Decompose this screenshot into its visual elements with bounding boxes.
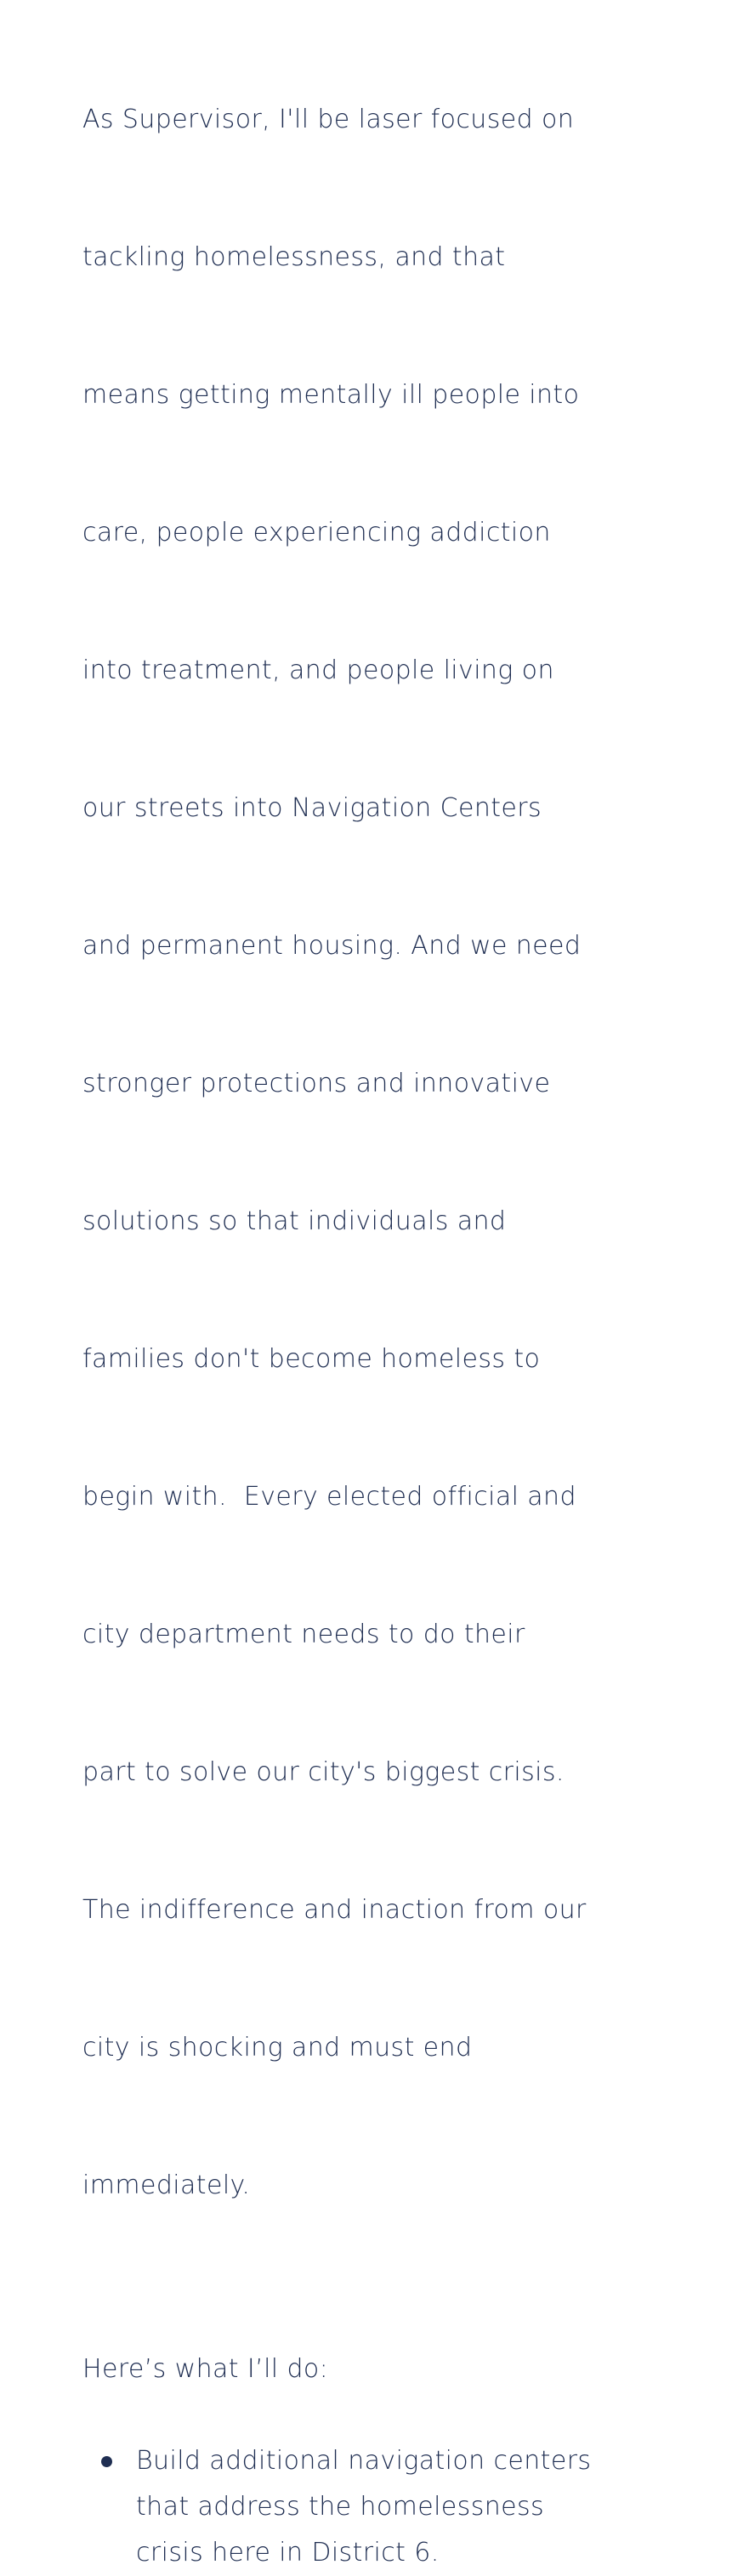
paragraph-line: and permanent housing. And we need [82,931,582,961]
list-item-line: Build additional navigation centers [136,2446,592,2476]
paragraph-line: tackling homelessness, and that [82,242,506,272]
bullet-icon [101,2456,112,2467]
paragraph-line: As Supervisor, I'll be laser focused on [82,105,575,134]
paragraph-line: stronger protections and innovative [82,1069,551,1098]
paragraph-line: The indifference and inaction from our [82,1895,587,1925]
paragraph-line: families don't become homeless to [82,1344,541,1374]
article-body [82,5,678,2576]
action-list [82,2438,678,2576]
paragraph-line: part to solve our city's biggest crisis. [82,1757,565,1787]
list-item [82,2438,678,2576]
paragraph-line: our streets into Navigation Centers [82,793,542,823]
list-item-line: crisis here in District 6. [136,2538,440,2567]
paragraph-line: into treatment, and people living on [82,655,554,685]
paragraph-line: means getting mentally ill people into [82,380,580,410]
list-item-line: that address the homelessness [136,2492,545,2522]
paragraph-line: care, people experiencing addiction [82,518,551,548]
paragraph-line: begin with. Every elected official and [82,1482,576,1512]
intro-text: Here’s what I’ll do: [82,2354,329,2384]
paragraph-line: immediately. [82,2170,251,2200]
paragraph-line: solutions so that individuals and [82,1206,507,1236]
paragraph-line: city is shocking and must end [82,2033,473,2063]
paragraph-line: city department needs to do their [82,1620,525,1649]
homelessness-paragraph [82,5,678,2301]
